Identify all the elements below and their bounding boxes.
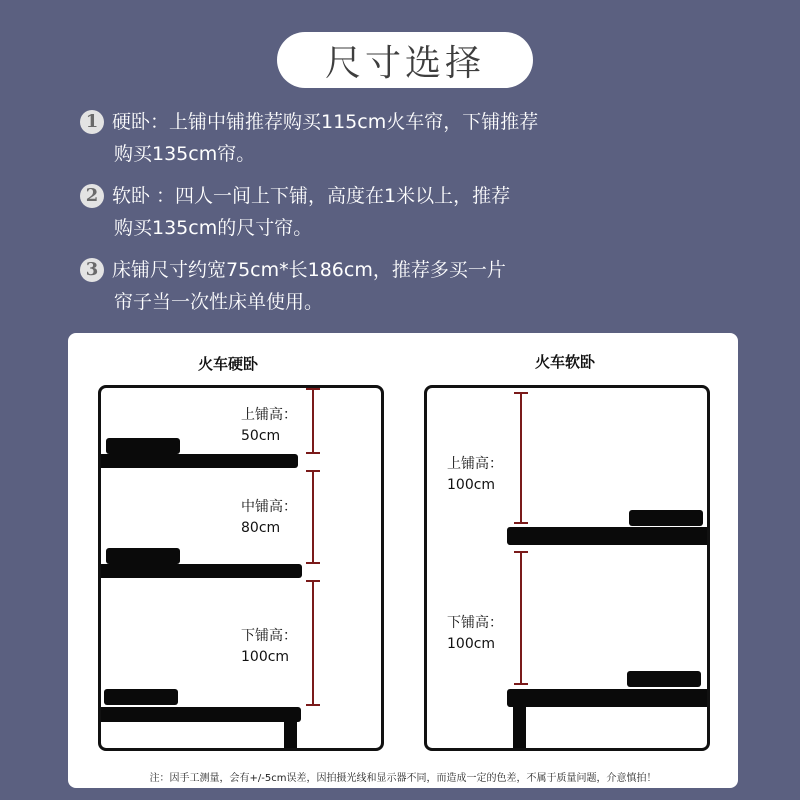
note-2-line1: 软卧 ：四人一间上下铺，高度在1米以上，推荐 xyxy=(112,185,511,207)
soft-upper-berth xyxy=(507,527,710,545)
note-3-line1: 床铺尺寸约宽75cm*长186cm，推荐多买一片 xyxy=(112,259,506,281)
soft-lower-label: 下铺高： 100cm xyxy=(447,615,503,652)
number-1-icon: 1 xyxy=(80,110,104,134)
hard-sleeper-title: 火车硬卧 xyxy=(198,355,259,373)
soft-lower-berth-leg xyxy=(513,703,526,751)
soft-sleeper-title: 火车软卧 xyxy=(535,353,596,371)
number-2-icon: 2 xyxy=(80,184,104,208)
note-2 xyxy=(80,180,510,244)
soft-upper-label: 上铺高： 100cm xyxy=(447,456,503,493)
soft-upper-pillow xyxy=(629,510,703,526)
diagram-panel xyxy=(68,333,738,788)
lower-pillow xyxy=(104,689,178,705)
page-title: 尺寸选择 xyxy=(277,32,533,88)
note-2-line2: 购买135cm的尺寸帘。 xyxy=(114,217,313,239)
middle-label: 中铺高： 80cm xyxy=(241,499,297,536)
lower-label: 下铺高： 100cm xyxy=(241,628,297,665)
footnote: 注：因手工测量，会有+/-5cm误差，因拍摄光线和显示器不同，而造成一定的色差，不属于质量问题，介意慎拍！ xyxy=(149,773,657,784)
note-1 xyxy=(80,106,538,170)
middle-berth xyxy=(98,564,302,578)
note-3-line2: 帘子当一次性床单使用。 xyxy=(114,291,324,313)
note-1-line2: 购买135cm帘。 xyxy=(114,143,256,165)
middle-pillow xyxy=(106,548,180,564)
soft-lower-pillow xyxy=(627,671,701,687)
soft-lower-berth xyxy=(507,689,710,707)
upper-berth xyxy=(98,454,298,468)
soft-upper-height-dimension xyxy=(514,392,528,524)
hard-sleeper-frame xyxy=(98,385,384,751)
note-3 xyxy=(80,254,506,318)
middle-height-dimension xyxy=(306,470,320,564)
soft-lower-height-dimension xyxy=(514,551,528,685)
lower-height-dimension xyxy=(306,580,320,706)
lower-berth-leg xyxy=(284,718,297,751)
upper-pillow xyxy=(106,438,180,454)
number-3-icon: 3 xyxy=(80,258,104,282)
lower-berth xyxy=(98,707,301,722)
note-1-line1: 硬卧：上铺中铺推荐购买115cm火车帘，下铺推荐 xyxy=(112,111,539,133)
soft-sleeper-frame xyxy=(424,385,710,751)
upper-height-dimension xyxy=(306,388,320,454)
upper-label: 上铺高： 50cm xyxy=(241,407,297,444)
